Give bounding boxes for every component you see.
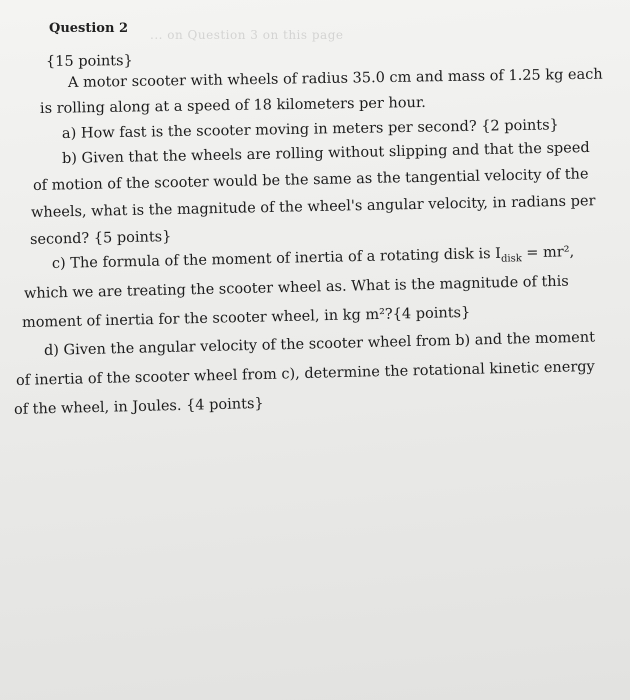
formula-rhs: = mr², (521, 244, 575, 262)
question-title: Question 2 (49, 21, 129, 36)
part-d-line-2: of inertia of the scooter wheel from c), determine the rotational kinetic energy (15, 358, 595, 389)
part-b-line-1: b) Given that the wheels are rolling without slipping and that the speed (61, 139, 590, 167)
part-c-line-3: moment of inertia for the scooter wheel, in kg m²?{4 points} (21, 304, 471, 331)
points-total: {15 points} (45, 53, 133, 70)
intro-line-1: A motor scooter with wheels of radius 35.0 cm and mass of 1.25 kg each (67, 66, 603, 91)
part-b-line-3: wheels, what is the magnitude of the wheel's angular velocity, in radians per (30, 193, 596, 221)
background-bleed-text: ... on Question 3 on this page (150, 28, 344, 42)
part-c-line-2: which we are treating the scooter wheel as. What is the magnitude of this (23, 273, 569, 302)
formula-subscript: disk (500, 253, 522, 265)
intro-line-2: is rolling along at a speed of 18 kilometers per hour. (39, 94, 426, 117)
part-b-line-2: of motion of the scooter would be the same as the tangential velocity of the (32, 166, 589, 194)
part-a-line-1: a) How fast is the scooter moving in meters per second? {2 points} (61, 117, 559, 142)
part-c-text: c) The formula of the moment of inertia of a rotating disk is I (51, 245, 502, 272)
part-d-line-1: d) Given the angular velocity of the scooter wheel from b) and the moment (43, 329, 596, 359)
part-d-line-3: of the wheel, in Joules. {4 points} (13, 395, 264, 418)
part-b-line-4: second? {5 points} (29, 229, 172, 248)
